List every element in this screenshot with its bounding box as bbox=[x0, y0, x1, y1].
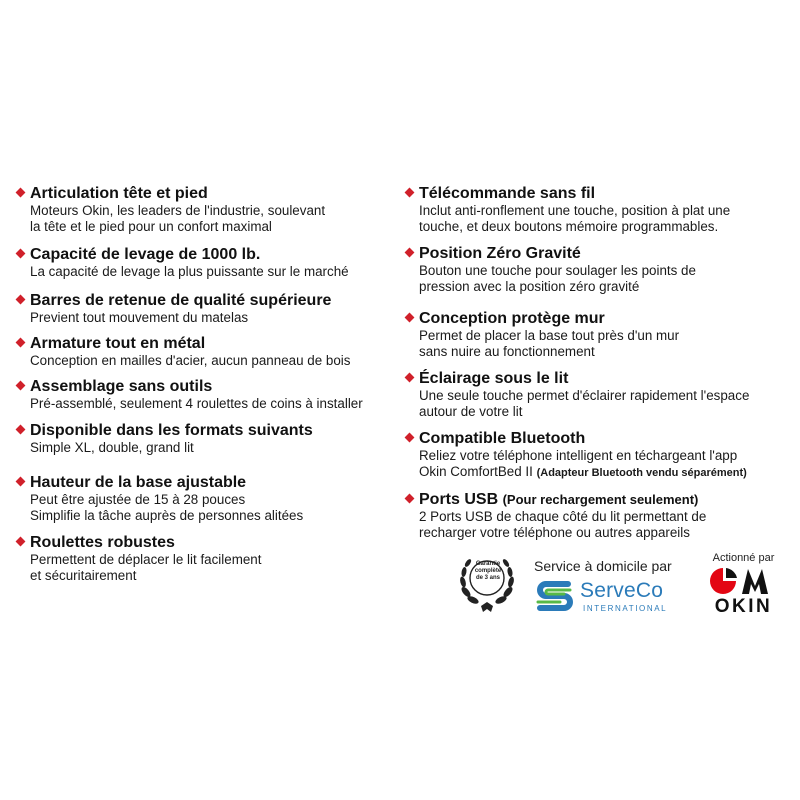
feature-title: Hauteur de la base ajustable bbox=[30, 474, 247, 491]
feature-item bbox=[17, 245, 397, 280]
feature-item bbox=[17, 291, 397, 326]
diamond-bullet-icon bbox=[16, 381, 26, 391]
feature-item bbox=[17, 377, 397, 412]
diamond-bullet-icon bbox=[16, 295, 26, 305]
diamond-bullet-icon bbox=[405, 188, 415, 198]
feature-title: Position Zéro Gravité bbox=[419, 245, 581, 262]
bluetooth-adapter-note: (Adapteur Bluetooth vendu séparément) bbox=[536, 467, 747, 479]
feature-item bbox=[406, 309, 791, 360]
features-left-column bbox=[17, 184, 397, 592]
feature-title: Télécommande sans fil bbox=[419, 185, 596, 202]
feature-item bbox=[17, 421, 397, 456]
okin-logo bbox=[701, 552, 786, 618]
warranty-badge bbox=[455, 552, 520, 614]
feature-title: Compatible Bluetooth bbox=[419, 430, 586, 447]
feature-title: Roulettes robustes bbox=[30, 534, 175, 551]
feature-description: Peut être ajustée de 15 à 28 pouces Simplifie la tâche auprès de personnes alitées bbox=[30, 492, 304, 523]
serveco-name: ServeCo bbox=[580, 579, 664, 602]
feature-item bbox=[17, 473, 397, 524]
diamond-bullet-icon bbox=[16, 425, 26, 435]
serveco-logo bbox=[534, 558, 680, 616]
serveco-s-icon bbox=[534, 578, 576, 614]
feature-item bbox=[406, 429, 791, 481]
diamond-bullet-icon bbox=[16, 249, 26, 259]
service-label: Service à domicile par bbox=[534, 558, 672, 574]
feature-description: Permet de placer la base tout près d'un mur sans nuire au fonctionnement bbox=[419, 328, 680, 359]
feature-item bbox=[406, 369, 791, 420]
diamond-bullet-icon bbox=[16, 537, 26, 547]
feature-title: Conception protège mur bbox=[419, 310, 605, 327]
feature-description: Une seule touche permet d'éclairer rapidement l'espace autour de votre lit bbox=[419, 388, 750, 419]
feature-title: Capacité de levage de 1000 lb. bbox=[30, 246, 261, 263]
diamond-bullet-icon bbox=[16, 338, 26, 348]
feature-description: Pré-assemblé, seulement 4 roulettes de coins à installer bbox=[30, 396, 363, 411]
diamond-bullet-icon bbox=[405, 248, 415, 258]
diamond-bullet-icon bbox=[405, 494, 415, 504]
feature-description: Conception en mailles d'acier, aucun panneau de bois bbox=[30, 353, 351, 368]
feature-description: Permettent de déplacer le lit facilement et sécuritairement bbox=[30, 552, 262, 583]
feature-item bbox=[17, 184, 397, 235]
feature-description: Inclut anti-ronflement une touche, position à plat une touche, et deux boutons mémoire programmables. bbox=[419, 203, 731, 234]
usb-title-note: (Pour rechargement seulement) bbox=[502, 492, 699, 507]
diamond-bullet-icon bbox=[405, 373, 415, 383]
feature-item bbox=[406, 184, 791, 235]
okin-label: Actionné par bbox=[712, 552, 775, 564]
feature-item bbox=[17, 334, 397, 369]
diamond-bullet-icon bbox=[405, 313, 415, 323]
diamond-bullet-icon bbox=[16, 188, 26, 198]
feature-item bbox=[406, 244, 791, 295]
serveco-subtitle: INTERNATIONAL bbox=[583, 604, 668, 613]
warranty-text: Garantie complète de 3 ans bbox=[474, 561, 502, 581]
feature-title: Articulation tête et pied bbox=[30, 185, 208, 202]
feature-title: Assemblage sans outils bbox=[30, 378, 213, 395]
feature-title: Ports USB (Pour rechargement seulement) bbox=[419, 491, 699, 508]
diamond-bullet-icon bbox=[405, 433, 415, 443]
diamond-bullet-icon bbox=[16, 477, 26, 487]
feature-item bbox=[406, 490, 791, 541]
okin-name: OKIN bbox=[714, 596, 773, 617]
feature-title: Armature tout en métal bbox=[30, 335, 206, 352]
feature-description: Reliez votre téléphone intelligent en téchargeant l'app Okin ComfortBed II (Adapteur Bluetooth vendu séparément) bbox=[419, 448, 747, 479]
features-right-column bbox=[406, 184, 791, 549]
feature-description: Simple XL, double, grand lit bbox=[30, 440, 194, 455]
feature-description: Bouton une touche pour soulager les points de pression avec la position zéro gravité bbox=[419, 263, 696, 294]
feature-description: Moteurs Okin, les leaders de l'industrie, soulevant la tête et le pied pour un confort maximal bbox=[30, 203, 326, 234]
feature-description: La capacité de levage la plus puissante sur le marché bbox=[30, 264, 349, 279]
feature-item bbox=[17, 533, 397, 584]
feature-title: Éclairage sous le lit bbox=[419, 370, 569, 387]
feature-title: Disponible dans les formats suivants bbox=[30, 422, 313, 439]
feature-title: Barres de retenue de qualité supérieure bbox=[30, 292, 332, 309]
feature-description: Previent tout mouvement du matelas bbox=[30, 310, 249, 325]
feature-description: 2 Ports USB de chaque côté du lit permettant de recharger votre téléphone ou autres appareils bbox=[419, 509, 707, 540]
okin-mark-icon bbox=[708, 566, 780, 596]
logos-row bbox=[450, 552, 790, 632]
